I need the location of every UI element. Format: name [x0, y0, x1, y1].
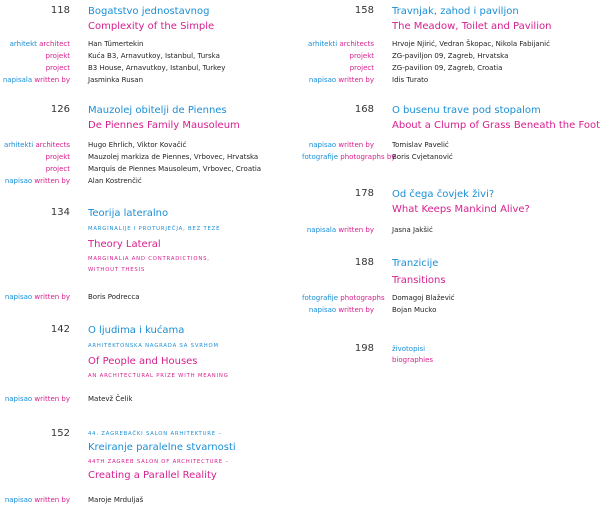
credit-label-en: written by	[34, 76, 70, 84]
credit-label-en: written by	[34, 395, 70, 403]
credit-label-hr: projekt	[45, 153, 70, 161]
credit-row	[302, 292, 607, 304]
credits	[0, 291, 300, 303]
credit-row	[0, 139, 300, 151]
credit-row	[302, 151, 607, 163]
subtitle-hr: 44. ZAGREBAČKI SALON ARHITEKTURE –	[88, 431, 222, 437]
page-number: 158	[354, 5, 374, 16]
credit-value: Hrvoje Njirić, Vedran Škopac, Nikola Fabijanić	[392, 40, 550, 48]
credits	[302, 292, 607, 316]
title-en: De Piennes Family Mausoleum	[88, 120, 240, 131]
credit-row	[302, 74, 607, 86]
credit-row	[302, 38, 607, 50]
credit-value: Idis Turato	[392, 76, 429, 84]
credit-label-en: architect	[39, 40, 70, 48]
title-en: The Meadow, Toilet and Pavilion	[392, 21, 552, 32]
credit-label-hr: napisao	[308, 306, 337, 314]
credit-label-en: written by	[338, 76, 374, 84]
credits	[302, 224, 607, 236]
credit-value: Kuća B3, Arnavutkoy, Istanbul, Turska	[88, 52, 220, 60]
credit-label-en: written by	[338, 306, 374, 314]
credit-label-hr: napisao	[308, 76, 337, 84]
credit-row	[0, 494, 300, 506]
subtitle-en: 44TH ZAGREB SALON OF ARCHITECTURE –	[88, 459, 229, 465]
title-hr: Od čega čovjek živi?	[392, 189, 495, 200]
page-number: 152	[50, 428, 70, 439]
title-hr: Bogatstvo jednostavnog	[88, 6, 210, 17]
credit-label-en: project	[45, 64, 70, 72]
page-number: 178	[354, 188, 374, 199]
credit-row	[0, 393, 300, 405]
credits	[0, 494, 300, 506]
credits	[0, 139, 300, 187]
credit-value: Bojan Mucko	[392, 306, 437, 314]
credit-value: Han Tümertekin	[88, 40, 144, 48]
credit-label-hr: napisala	[306, 226, 337, 234]
credit-label-hr: napisao	[4, 177, 33, 185]
credit-value: Alan Kostrenčić	[88, 177, 142, 185]
page-number: 198	[354, 343, 374, 354]
credit-label-en: written by	[338, 141, 374, 149]
credit-label-hr: fotografije	[302, 153, 339, 161]
credit-label-en: written by	[34, 293, 70, 301]
page-number: 142	[50, 324, 70, 335]
title-en: Of People and Houses	[88, 356, 198, 367]
credit-label-en: written by	[338, 226, 374, 234]
credit-label-en: photographs by	[340, 153, 396, 161]
credits	[0, 38, 300, 86]
credit-label-en: written by	[34, 177, 70, 185]
credit-value: Tomislav Pavelić	[392, 141, 449, 149]
title-hr: Tranzicije	[392, 258, 439, 269]
credit-label-hr: arhitekti	[307, 40, 338, 48]
credit-value: Maroje Mrduljaš	[88, 496, 144, 504]
credit-label-hr: napisao	[308, 141, 337, 149]
title-en: Theory Lateral	[88, 239, 161, 250]
page-number: 134	[50, 207, 70, 218]
title-hr: Teorija lateralno	[88, 208, 169, 219]
credit-value: Boris Podrecca	[88, 293, 140, 301]
credit-value: Domagoj Blažević	[392, 294, 455, 302]
title-hr: Mauzolej obitelji de Piennes	[88, 105, 227, 116]
credit-value: ZG-pavilion 09, Zagreb, Croatia	[392, 64, 503, 72]
credit-label-hr: fotografije	[302, 294, 339, 302]
title-hr: Travnjak, zahod i paviljon	[392, 6, 519, 17]
title-en: What Keeps Mankind Alive?	[392, 204, 530, 215]
page-number: 188	[354, 257, 374, 268]
credit-row	[302, 139, 607, 151]
credit-label-en: project	[45, 165, 70, 173]
credit-row	[302, 304, 607, 316]
title-hr: O ljudima i kućama	[88, 325, 185, 336]
credit-value: Marquis de Piennes Mausoleum, Vrbovec, Croatia	[88, 165, 262, 173]
credit-label-hr: napisao	[4, 293, 33, 301]
credit-value: Hugo Ehrlich, Viktor Kovačić	[88, 141, 187, 149]
credit-value: Jasminka Rusan	[88, 76, 144, 84]
subtitle-en: AN ARCHITECTURAL PRIZE WITH MEANING	[88, 373, 229, 379]
credit-value: Mauzolej markiza de Piennes, Vrbovec, Hrvatska	[88, 153, 259, 161]
credit-row	[302, 50, 607, 62]
credits	[302, 139, 607, 163]
credit-row	[0, 151, 300, 163]
credit-value: B3 House, Arnavutkoy, Istanbul, Turkey	[88, 64, 226, 72]
credit-value: Boris Cvjetanović	[392, 153, 453, 161]
credit-value: Matevž Čelik	[88, 395, 133, 403]
credit-row	[0, 74, 300, 86]
subtitle-en: MARGINALIA AND CONTRADICTIONS, WITHOUT THESIS	[88, 256, 210, 273]
credit-row	[302, 224, 607, 236]
credit-row	[0, 62, 300, 74]
credit-label-en: architects	[339, 40, 374, 48]
credit-row	[0, 38, 300, 50]
credit-label-en: written by	[34, 496, 70, 504]
title-hr: Kreiranje paralelne stvarnosti	[88, 442, 236, 453]
title-en: biographies	[392, 356, 434, 364]
credit-label-hr: projekt	[45, 52, 70, 60]
page-number: 118	[50, 5, 70, 16]
title-en: Creating a Parallel Reality	[88, 470, 217, 481]
credit-row	[0, 163, 300, 175]
title-hr: O busenu trave pod stopalom	[392, 105, 541, 116]
subtitle-hr: MARGINALIJE I PROTURJEČJA, BEZ TEZE	[88, 226, 221, 232]
credit-label-hr: napisao	[4, 395, 33, 403]
credits	[0, 393, 300, 405]
title-en: About a Clump of Grass Beneath the Foot	[392, 120, 601, 131]
credit-row	[302, 62, 607, 74]
title-en: Transitions	[392, 275, 446, 286]
credit-row	[0, 50, 300, 62]
credit-label-en: project	[349, 64, 374, 72]
title-hr: životopisi	[392, 345, 426, 353]
title-en: Complexity of the Simple	[88, 21, 215, 32]
subtitle-hr: ARHITEKTONSKA NAGRADA SA SVRHOM	[88, 343, 219, 349]
credit-label-hr: projekt	[349, 52, 374, 60]
credit-label-en: architects	[35, 141, 70, 149]
page-number: 126	[50, 104, 70, 115]
credit-label-hr: napisala	[2, 76, 33, 84]
credits	[302, 38, 607, 86]
credit-value: ZG-paviljon 09, Zagreb, Hrvatska	[392, 52, 509, 60]
credit-label-hr: arhitekti	[3, 141, 34, 149]
credit-row	[0, 175, 300, 187]
credit-label-hr: arhitekt	[9, 40, 37, 48]
credit-label-hr: napisao	[4, 496, 33, 504]
credit-row	[0, 291, 300, 303]
page-number: 168	[354, 104, 374, 115]
credit-label-en: photographs	[340, 294, 385, 302]
credit-value: Jasna Jakšić	[392, 226, 433, 234]
